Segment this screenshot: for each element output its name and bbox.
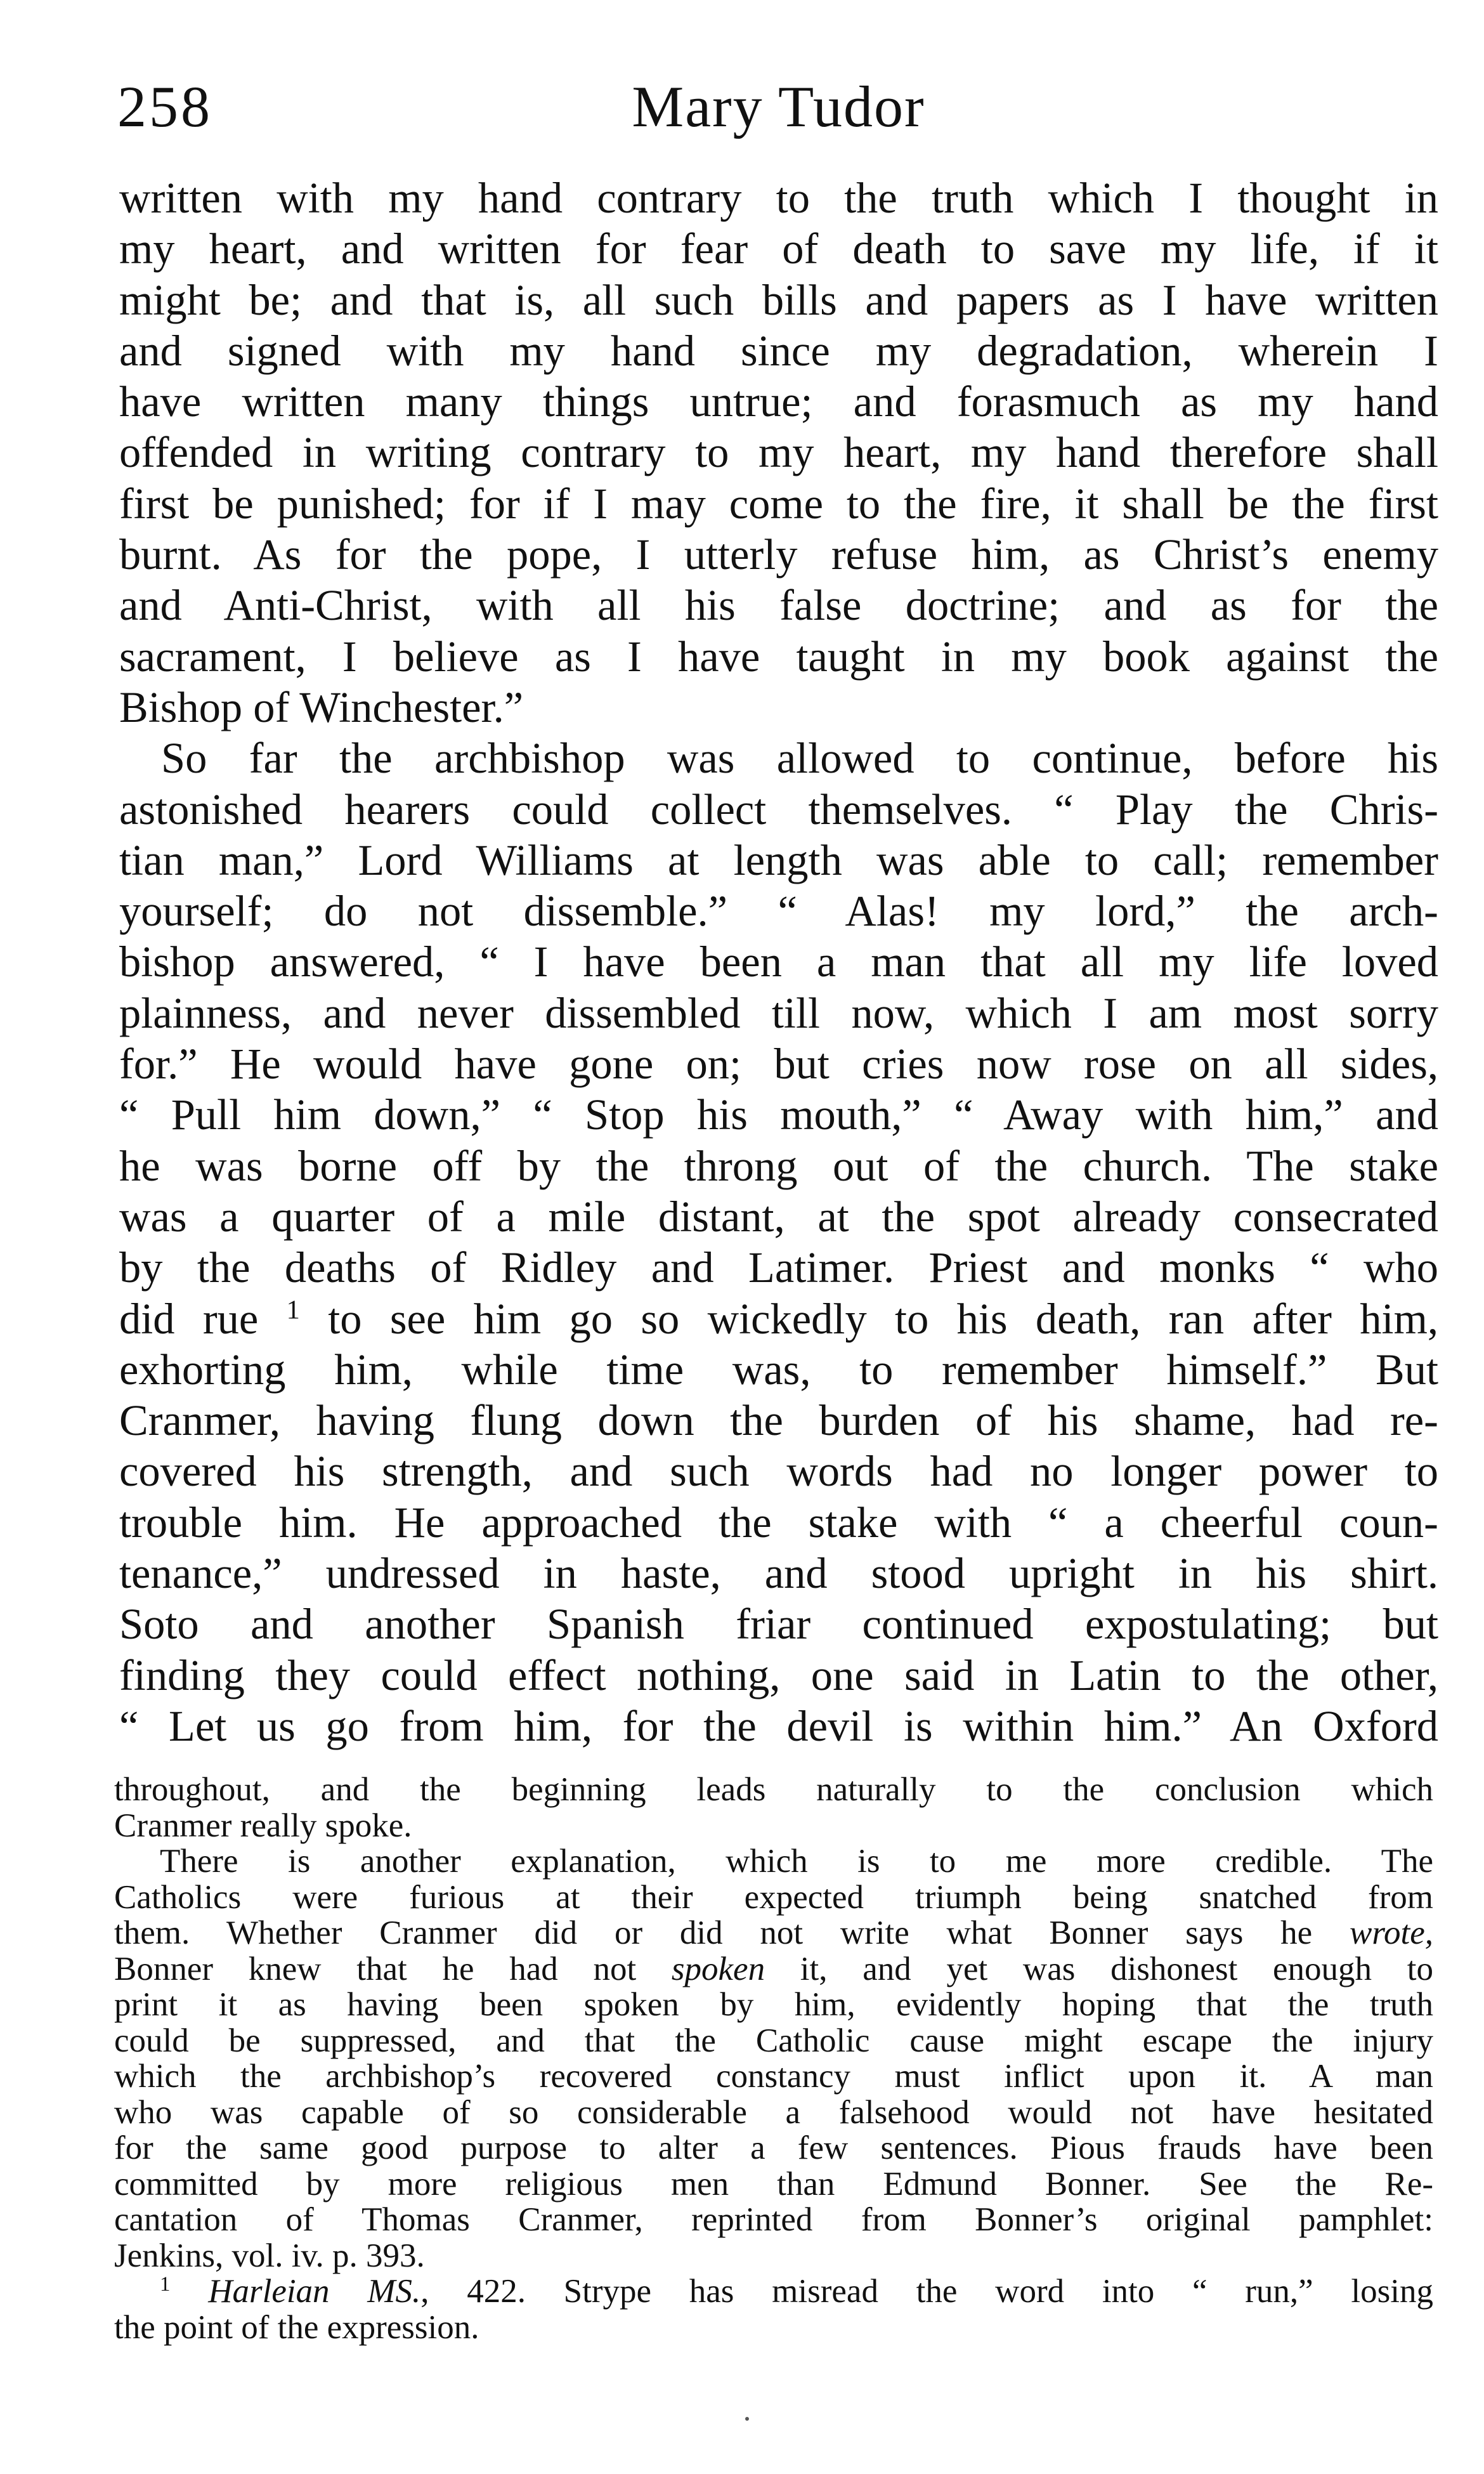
body-line: “ Let us go from him, for the devil is within him.” An Oxford xyxy=(119,1701,1438,1750)
body-line: Cranmer, having flung down the burden of his shame, had re- xyxy=(119,1396,1438,1445)
body-line: trouble him. He approached the stake with “ a cheerful coun- xyxy=(119,1498,1438,1547)
running-title: Mary Tudor xyxy=(632,74,925,139)
footnote-text: , 422. Strype has misread the word into “ run,” losing xyxy=(420,2273,1434,2310)
body-line: sacrament, I believe as I have taught in my book against the xyxy=(119,632,1438,681)
footnote-line: Catholics were furious at their expected triumph being snatched from xyxy=(114,1878,1433,1916)
body-line: exhorting him, while time was, to remember himself.” But xyxy=(119,1345,1438,1394)
body-line: bishop answered, “ I have been a man that all my life loved xyxy=(119,938,1438,986)
body-line: and signed with my hand since my degradation, wherein I xyxy=(119,326,1438,375)
body-line: might be; and that is, all such bills and papers as I have written xyxy=(119,275,1438,324)
body-line: “ Pull him down,” “ Stop his mouth,” “ Away with him,” and xyxy=(119,1090,1438,1139)
body-line: for.” He would have gone on; but cries now rose on all sides, xyxy=(119,1040,1438,1089)
page-number: 258 xyxy=(117,74,212,139)
body-line: astonished hearers could collect themselves. “ Play the Chris- xyxy=(119,785,1438,834)
footnote-line: Jenkins, vol. iv. p. 393. xyxy=(114,2237,425,2274)
body-text: did rue xyxy=(119,1294,287,1343)
footnote-1 xyxy=(114,2274,1433,2310)
footnotes xyxy=(114,1772,1433,2345)
footnote-ref-1: 1 xyxy=(286,1295,300,1325)
footnote-line: for the same good purpose to alter a few sentences. Pious frauds have been xyxy=(114,2130,1433,2166)
body-line: was a quarter of a mile distant, at the spot already consecrated xyxy=(119,1192,1438,1241)
body-line: by the deaths of Ridley and Latimer. Priest and monks “ who xyxy=(119,1243,1438,1292)
body-line: he was borne off by the throng out of the church. The stake xyxy=(119,1141,1438,1190)
body-line: burnt. As for the pope, I utterly refuse him, as Christ’s enemy xyxy=(119,530,1438,579)
body-line: offended in writing contrary to my heart, my hand therefore shall xyxy=(119,428,1438,477)
footnote-line: There is another explanation, which is to me more credible. The xyxy=(160,1843,1433,1880)
page-header xyxy=(117,73,1440,149)
footnote-source: Harleian MS. xyxy=(208,2273,421,2310)
footnote-line: could be suppressed, and that the Catholic cause might escape the injury xyxy=(114,2022,1433,2059)
body-line: Soto and another Spanish friar continued expostulating; but xyxy=(119,1600,1438,1649)
body-text: to see him go so wickedly to his death, ran after him, xyxy=(299,1294,1438,1343)
footnote-line-italic xyxy=(114,1951,1433,1987)
footnote-emphasis: wrote, xyxy=(1349,1914,1433,1951)
body-line: tenance,” undressed in haste, and stood upright in his shirt. xyxy=(119,1549,1438,1598)
body-line: have written many things untrue; and forasmuch as my hand xyxy=(119,377,1438,426)
print-speck xyxy=(745,2417,749,2421)
footnote-text: it, and yet was dishonest enough to xyxy=(765,1950,1433,1987)
footnote-line: the point of the expression. xyxy=(114,2308,479,2346)
body-line: covered his strength, and such words had no longer power to xyxy=(119,1447,1438,1496)
footnote-text: them. Whether Cranmer did or did not write what Bonner says he xyxy=(114,1914,1350,1951)
footnote-text: Bonner knew that he had not xyxy=(114,1950,672,1987)
main-text xyxy=(119,173,1438,1751)
footnote-marker-1: 1 xyxy=(160,2272,171,2296)
footnote-line: which the archbishop’s recovered constancy must inflict upon it. A man xyxy=(114,2058,1433,2095)
body-line: and Anti-Christ, with all his false doctrine; and as for the xyxy=(119,581,1438,630)
body-line: tian man,” Lord Williams at length was able to call; remember xyxy=(119,835,1438,884)
footnote-line: throughout, and the beginning leads naturally to the conclusion which xyxy=(114,1771,1433,1808)
footnote-line: print it as having been spoken by him, evidently hoping that the truth xyxy=(114,1986,1433,2023)
footnote-line: who was capable of so considerable a falsehood would not have hesitated xyxy=(114,2093,1433,2131)
body-line-footnote-ref xyxy=(119,1293,1438,1344)
body-line: Bishop of Winchester.” xyxy=(119,683,524,731)
footnote-line-italic xyxy=(114,1915,1433,1951)
footnote-line: cantation of Thomas Cranmer, reprinted from Bonner’s original pamphlet: xyxy=(114,2201,1433,2238)
footnote-line: committed by more religious men than Edmund Bonner. See the Re- xyxy=(114,2165,1433,2202)
body-line: So far the archbishop was allowed to continue, before his xyxy=(161,734,1438,783)
body-line: my heart, and written for fear of death to save my life, if it xyxy=(119,225,1438,273)
body-line: written with my hand contrary to the truth which I thought in xyxy=(119,174,1438,222)
body-line: first be punished; for if I may come to the fire, it shall be the first xyxy=(119,479,1438,528)
footnote-emphasis: spoken xyxy=(671,1950,765,1987)
body-line: plainness, and never dissembled till now, which I am most sorry xyxy=(119,988,1438,1037)
body-line: finding they could effect nothing, one said in Latin to the other, xyxy=(119,1651,1438,1699)
footnote-line: Cranmer really spoke. xyxy=(114,1807,412,1844)
body-line: yourself; do not dissemble.” “ Alas! my lord,” the arch- xyxy=(119,887,1438,936)
